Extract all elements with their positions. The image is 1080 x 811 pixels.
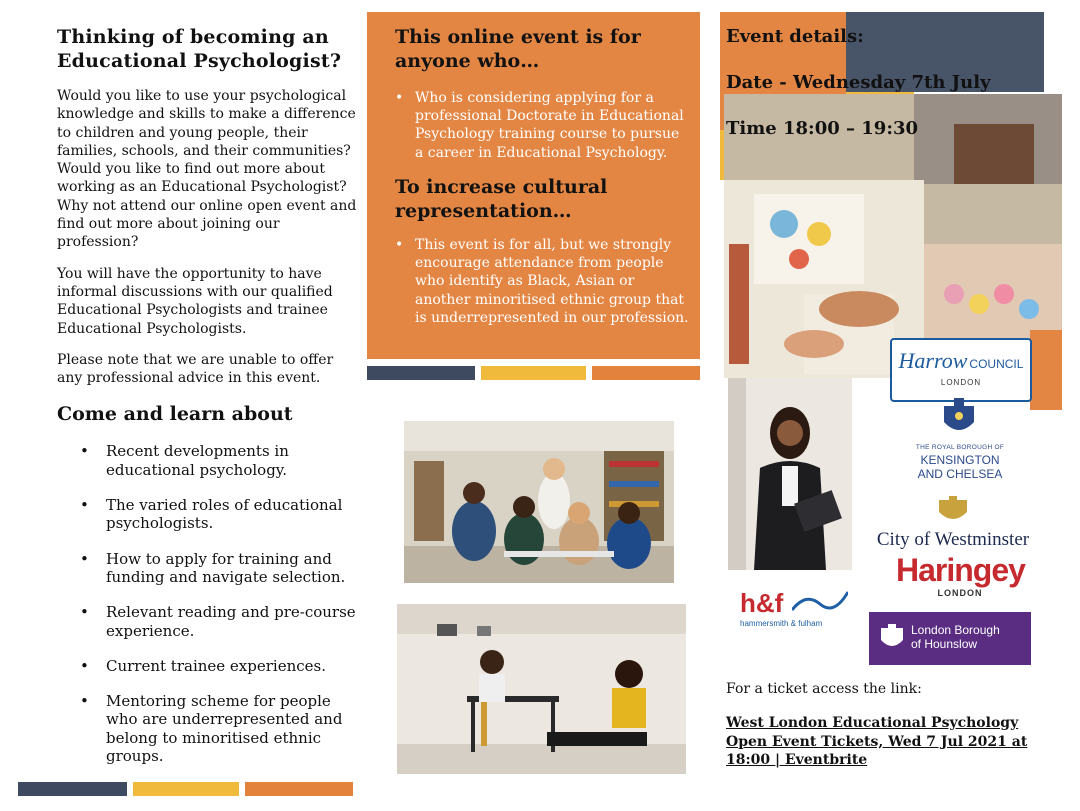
kc-line3: AND CHELSEA: [917, 467, 1003, 481]
audience-heading: This online event is for anyone who…: [395, 26, 641, 72]
audience-list: [395, 89, 690, 162]
stripe-navy: [18, 782, 127, 796]
logo-haringey: Haringey: [896, 552, 1025, 588]
hounslow-line1: London Borough: [911, 623, 1000, 637]
logo-harrow: [890, 338, 1032, 402]
logo-westminster: City of Westminster: [876, 529, 1030, 550]
list-item: • This event is for all, but we strongly encourage attendance from people who identify as Black, Asian or another minoritised ethnic group that is underrepresented in our profession.: [395, 236, 690, 327]
photo-psychologist: [728, 378, 852, 570]
intro-paragraph-2: You will have the opportunity to have informal discussions with our qualified Educational Psychologists and trainee Educational Psychologists.: [57, 265, 333, 337]
kc-line2: KENSINGTON: [920, 453, 1000, 467]
list-item: • Current trainee experiences.: [57, 657, 357, 675]
westminster-crest-icon: [935, 496, 971, 524]
photo-child-play: [397, 604, 686, 774]
learn-heading: Come and learn about: [57, 403, 293, 426]
logo-kensington-chelsea: [900, 444, 1020, 481]
stripe-orange: [245, 782, 353, 796]
hf-mark: h&f: [740, 588, 784, 618]
decor-orange-small: [1030, 330, 1062, 410]
eventbrite-ticket-link[interactable]: West London Educational Psychology Open Event Tickets, Wed 7 Jul 2021 at 18:00 | Eventbrite: [726, 715, 1028, 768]
river-wave-icon: [792, 588, 848, 616]
harrow-council: COUNCIL: [969, 357, 1024, 371]
representation-list: [395, 236, 690, 327]
event-time: Time 18:00 – 19:30: [726, 118, 919, 139]
harrow-london: LONDON: [940, 378, 982, 387]
logo-hammersmith-fulham: [740, 588, 850, 632]
hounslow-crest-icon: [877, 624, 907, 652]
event-date: Date - Wednesday 7th July: [726, 72, 991, 93]
audience-card: [367, 12, 700, 359]
list-item: • Relevant reading and pre-course experience.: [57, 603, 357, 640]
intro-paragraph-1: Would you like to use your psychological knowledge and skills to make a difference to children and young people, their families, schools, and their communities? Would you like to find out more about working as an Educational Psychologist? Why not attend our online open event and find out more about joining our profession?: [57, 88, 357, 251]
hounslow-line2: of Hounslow: [911, 637, 978, 651]
list-item: • The varied roles of educational psychologists.: [57, 496, 357, 533]
stripe-gold: [133, 782, 239, 796]
event-details: [726, 25, 991, 141]
page-title: Thinking of becoming an Educational Psychologist?: [57, 26, 342, 72]
list-item: • Who is considering applying for a professional Doctorate in Educational Psychology training course to pursue a career in Educational Psychology.: [395, 89, 690, 162]
kc-line1: THE ROYAL BOROUGH OF: [915, 444, 1005, 451]
representation-heading: To increase cultural representation…: [395, 176, 608, 222]
hf-subtitle: hammersmith & fulham: [740, 619, 823, 628]
intro-column: [57, 25, 357, 782]
list-item: • Recent developments in educational psychology.: [57, 442, 357, 479]
kensington-crest-icon: [936, 398, 982, 440]
logo-hounslow: [869, 612, 1031, 665]
event-heading: Event details:: [726, 26, 864, 47]
photo-students-library: [404, 421, 674, 583]
list-item: • How to apply for training and funding and navigate selection.: [57, 550, 357, 587]
list-item: • Mentoring scheme for people who are underrepresented and belong to minoritised ethnic groups.: [57, 692, 357, 765]
intro-paragraph-3: Please note that we are unable to offer any professional advice in this event.: [57, 351, 334, 387]
haringey-london: LONDON: [937, 588, 983, 598]
learn-list: [57, 442, 357, 765]
stripe-orange: [592, 366, 700, 380]
stripe-gold: [481, 366, 586, 380]
harrow-name: Harrow: [898, 348, 968, 373]
stripe-navy: [367, 366, 475, 380]
ticket-intro: For a ticket access the link:: [726, 681, 922, 697]
